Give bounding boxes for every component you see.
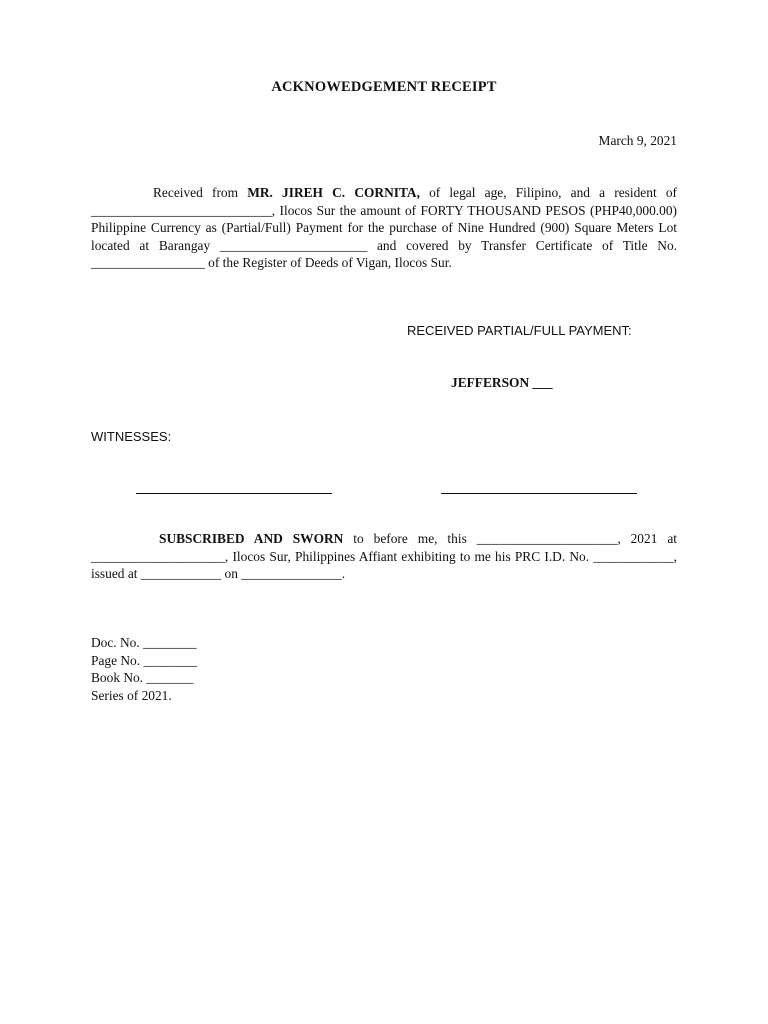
payer-name: MR. JIREH C. CORNITA, — [247, 185, 420, 200]
notary-register-block — [91, 634, 197, 704]
jurat-text: to before me, this _____________________, 2021 at ____________________, Ilocos Sur, Philippines Affiant exhibiting to me his PRC I.D. No. ____________, issued at ____________ on _______________. — [91, 531, 677, 582]
received-payment-label: RECEIVED PARTIAL/FULL PAYMENT: — [407, 323, 632, 338]
witnesses-label: WITNESSES: — [91, 429, 172, 444]
witness-signature-line-2 — [441, 493, 637, 494]
witness-signature-line-1 — [136, 493, 332, 494]
book-no: Book No. _______ — [91, 670, 194, 686]
doc-no: Doc. No. ________ — [91, 635, 197, 650]
jurat-paragraph — [91, 530, 677, 583]
series: Series of 2021. — [91, 687, 172, 703]
page-no: Page No. ________ — [91, 652, 198, 668]
receipt-paragraph — [91, 184, 677, 272]
jurat-lead: SUBSCRIBED AND SWORN — [159, 531, 344, 546]
receipt-text-start: Received from — [153, 185, 248, 200]
document-title: ACKNOWEDGEMENT RECEIPT — [271, 79, 497, 95]
document-date: March 9, 2021 — [598, 133, 677, 148]
receipt-text-body: of legal age, Filipino, and a resident of ___________________________, Ilocos Sur the amount of FORTY THOUSAND PESOS (PHP40,000.00) Philippine Currency as (Partial/Full) Payment for the purchase of Nine Hundred (900) Square Meters Lot located at Barangay ______________________ and covered by Transfer Certificate of Title No. _________________ of the Register of Deeds of Vigan, Ilocos Sur. — [91, 185, 677, 271]
payee-name: JEFFERSON ___ — [451, 375, 553, 390]
